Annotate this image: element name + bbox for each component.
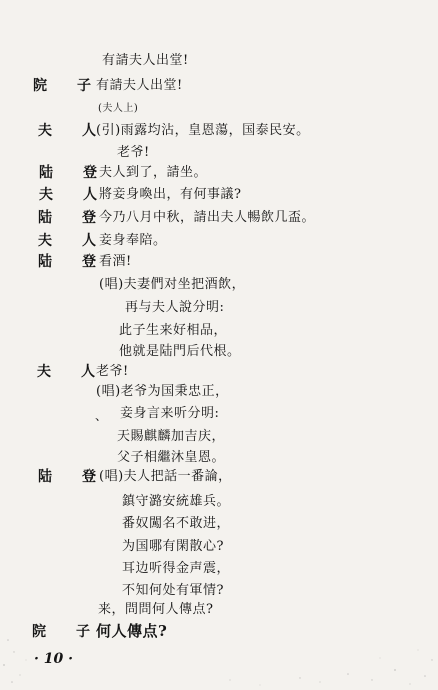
script-line-12: 再与夫人說分明: — [125, 300, 225, 315]
script-line-10: 看酒! — [99, 254, 132, 269]
script-line-1: 有請夫人出堂! — [102, 53, 189, 68]
speaker-label-27: 院 子 — [32, 624, 98, 640]
script-line-4: (引)雨露均沾，皇恩蕩，国泰民安。 — [96, 123, 310, 138]
script-line-18: 天賜麒麟加吉庆， — [117, 429, 226, 444]
script-line-27: 何人傳点? — [96, 622, 168, 640]
script-line-25: 不知何处有軍情? — [122, 583, 224, 598]
ink-mark: 、 — [95, 409, 108, 423]
speaker-label-4: 夫 人 — [38, 123, 104, 139]
script-line-21: 鎮守潞安統雄兵。 — [122, 494, 231, 509]
script-line-7: 將妾身喚出，有何事議? — [99, 187, 242, 202]
script-line-9: 妾身奉陪。 — [99, 233, 167, 248]
script-line-8: 今乃八月中秋，請出夫人暢飲几盃。 — [99, 210, 316, 225]
stage-direction: (夫人上) — [98, 103, 139, 114]
script-line-15: 老爷! — [96, 364, 129, 379]
script-line-22: 番奴闖名不敢进， — [122, 516, 231, 531]
speaker-label-10: 陆 登 — [38, 254, 104, 270]
script-line-11: (唱)夫妻們对坐把酒飲， — [99, 277, 246, 292]
speaker-label-2: 院 子 — [33, 78, 99, 94]
script-line-17: 妾身言来听分明: — [120, 406, 220, 421]
speaker-label-7: 夫 人 — [39, 187, 105, 203]
speaker-label-15: 夫 人 — [37, 364, 103, 380]
script-line-19: 父子相繼沐皇恩。 — [117, 450, 226, 465]
script-line-2: 有請夫人出堂! — [96, 78, 183, 93]
script-line-26: 来，問問何人傳点? — [98, 602, 214, 617]
script-line-13: 此子生来好相品， — [119, 323, 228, 338]
script-line-14: 他就是陆門后代根。 — [119, 344, 241, 359]
script-line-6: 夫人到了，請坐。 — [99, 165, 208, 180]
speaker-label-6: 陆 登 — [39, 165, 105, 181]
script-line-24: 耳边听得金声震， — [122, 561, 231, 576]
speaker-label-9: 夫 人 — [38, 233, 104, 249]
speaker-label-8: 陆 登 — [38, 210, 104, 226]
script-line-16: (唱)老爷为国秉忠正， — [96, 384, 229, 399]
script-line-5: 老爷! — [117, 145, 150, 160]
script-line-23: 为国哪有閑散心? — [122, 539, 224, 554]
script-line-20: (唱)夫人把話一番論， — [99, 469, 232, 484]
page-number: · 10 · — [34, 651, 73, 667]
speaker-label-20: 陆 登 — [38, 469, 104, 485]
